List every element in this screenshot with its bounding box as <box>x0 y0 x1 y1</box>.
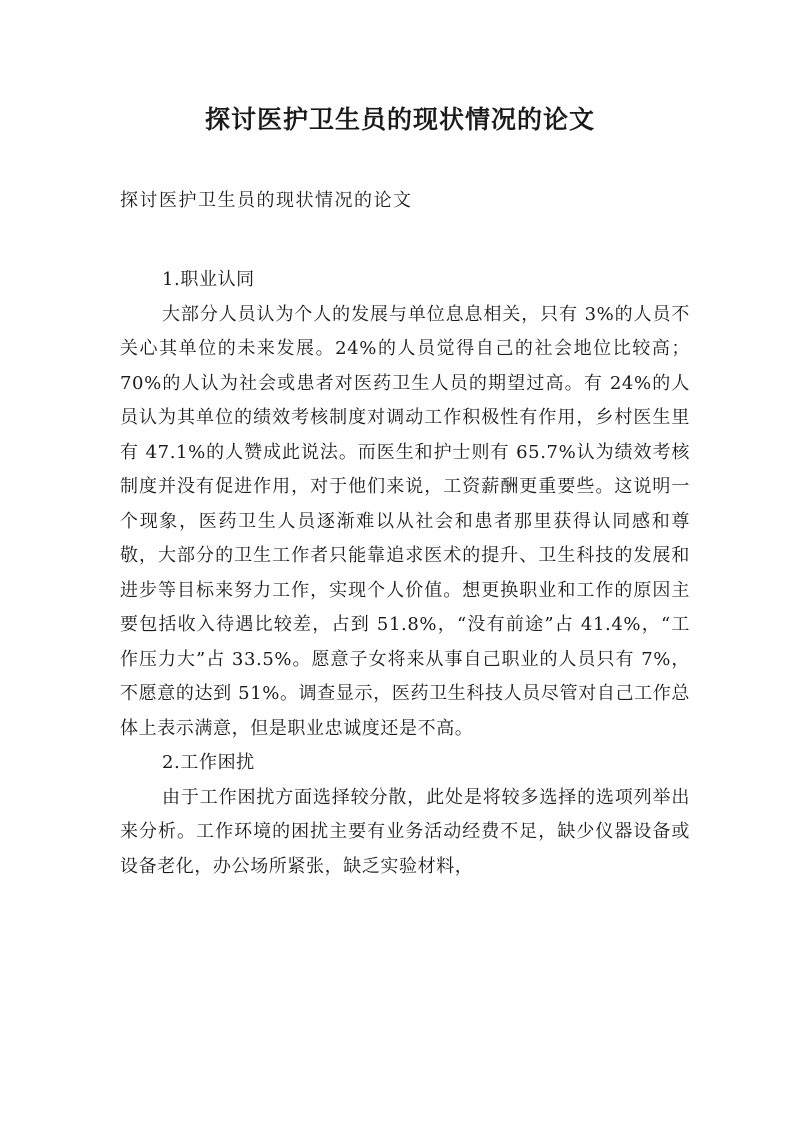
document-body <box>120 263 690 884</box>
section-paragraph-work-troubles: 由于工作困扰方面选择较分散，此处是将较多选择的选项列举出来分析。工作环境的困扰主要有业务活动经费不足，缺少仪器设备或设备老化，办公场所紧张，缺乏实验材料， <box>120 786 690 877</box>
document-subtitle: 探讨医护卫生员的现状情况的论文 <box>120 190 413 211</box>
section-paragraph-career-identity: 大部分人员认为个人的发展与单位息息相关，只有 3%的人员不关心其单位的未来发展。24%的人员觉得自己的社会地位比较高；70%的人认为社会或患者对医药卫生人员的期望过高。有 24%的人员认为其单位的绩效考核制度对调动工作积极性有作用，乡村医生里有 47.1%的人赞成此说法。而医生和护士则有 65.7%认为绩效考核制度并没有促进作用，对于他们来说，工资薪酬更重要些。这说明一个现象，医药卫生人员逐渐难以从社会和患者那里获得认同感和尊敬，大部分的卫生工作者只能靠追求医术的提升、卫生科技的发展和进步等目标来努力工作，实现个人价值。想更换职业和工作的原因主要包括收入待遇比较差，占到 51.8%，“没有前途”占 41.4%，“工作压力大”占 33.5%。愿意子女将来从事自己职业的人员只有 7%，不愿意的达到 51%。调查显示，医药卫生科技人员尽管对自己工作总体上表示满意，但是职业忠诚度还是不高。 <box>120 303 690 739</box>
section-heading-career-identity: 1.职业认同 <box>162 269 255 290</box>
document-title: 探讨医护卫生员的现状情况的论文 <box>204 105 595 134</box>
section-heading-work-troubles: 2.工作困扰 <box>162 752 255 773</box>
